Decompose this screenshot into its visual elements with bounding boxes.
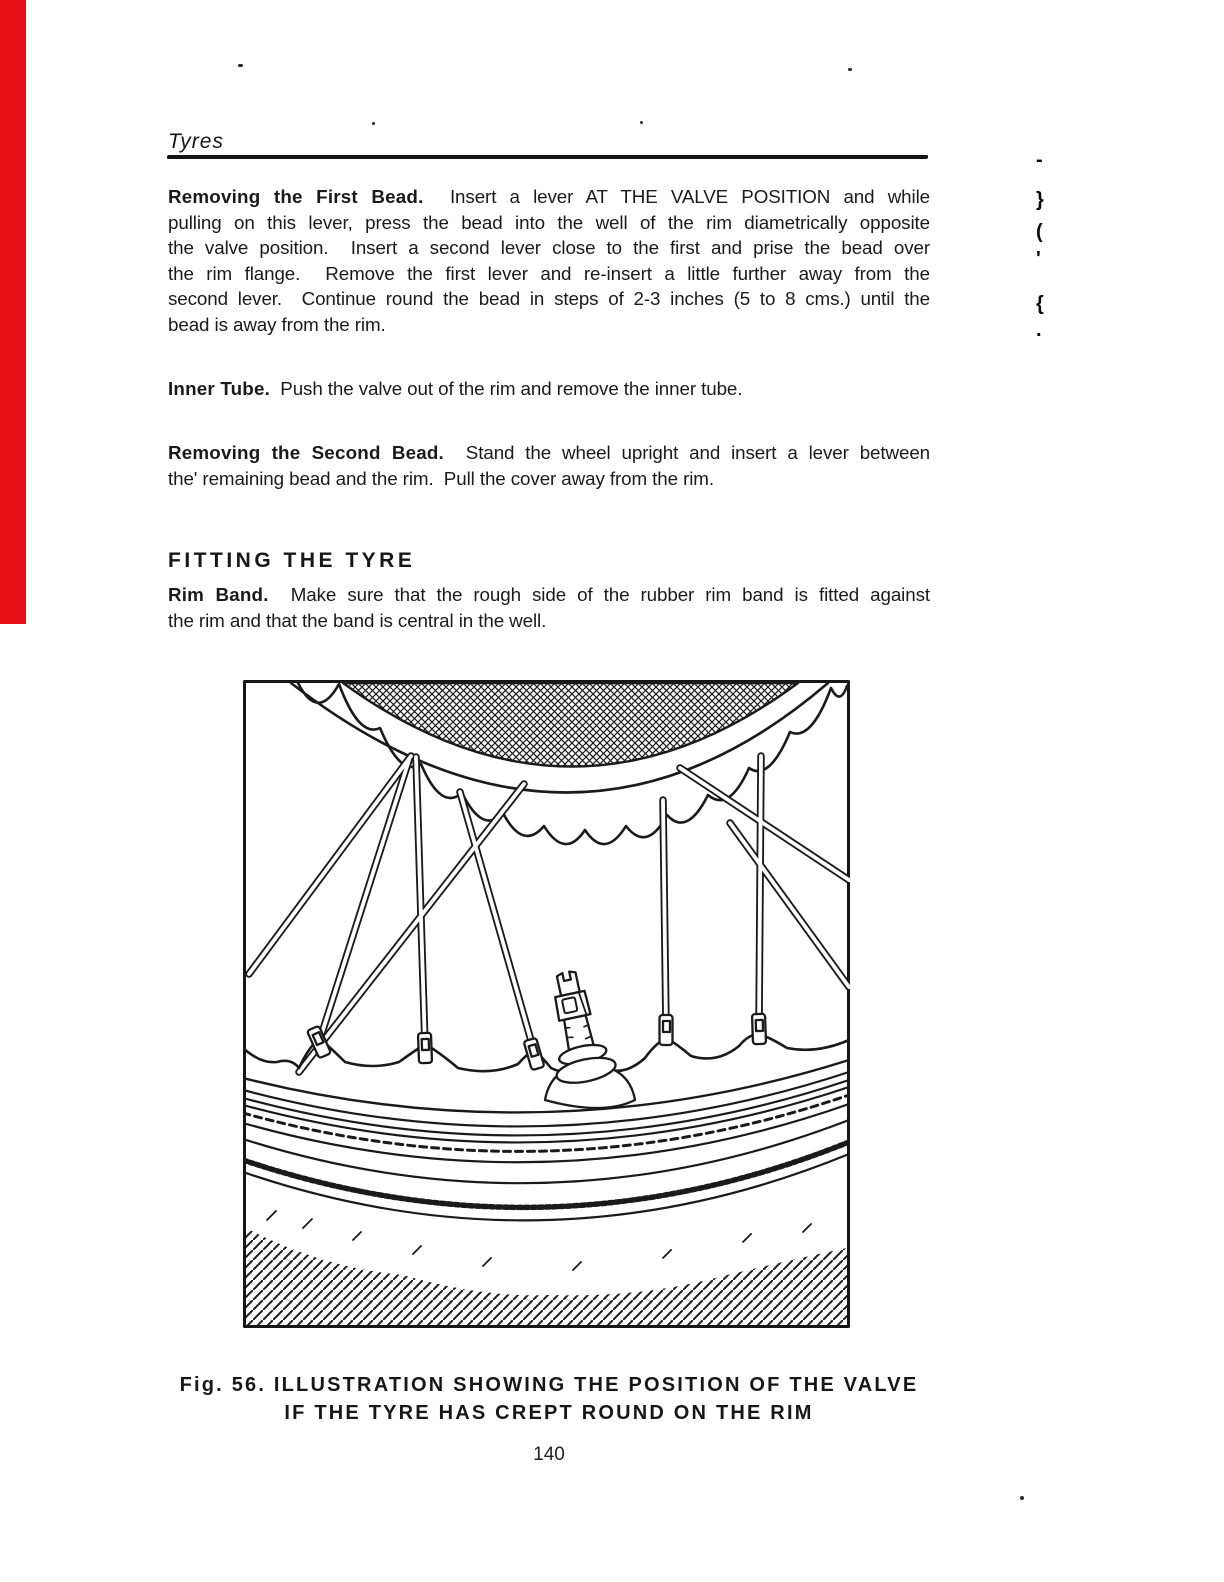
paragraph-rim-band bbox=[168, 582, 930, 633]
figure-caption-line1: Fig. 56. ILLUSTRATION SHOWING THE POSITION OF THE VALVE bbox=[179, 1374, 919, 1396]
text-line: Removing the Second Bead. Stand the wheel upright and insert a lever between bbox=[168, 442, 931, 463]
text-line: Rim Band. Make sure that the rough side of the rubber rim band is fitted against bbox=[168, 584, 931, 605]
text-line: Removing the First Bead. Insert a lever AT THE VALVE POSITION and while bbox=[168, 186, 930, 207]
page-number: 140 bbox=[533, 1444, 565, 1465]
text-line: second lever. Continue round the bead in steps of 2-3 inches (5 to 8 cms.) until the bbox=[168, 288, 930, 310]
text-line: the valve position. Insert a second lever close to the first and prise the bead over bbox=[168, 237, 930, 259]
bleed-through-mark: . bbox=[1036, 319, 1042, 341]
bleed-through-mark: ( bbox=[1036, 221, 1043, 243]
bleed-through-mark: - bbox=[1036, 149, 1043, 171]
figure-caption-line2: IF THE TYRE HAS CREPT ROUND ON THE RIM bbox=[284, 1401, 814, 1424]
paragraph-removing-first-bead bbox=[168, 184, 930, 338]
text-line: Inner Tube. Push the valve out of the rim and remove the inner tube. bbox=[168, 378, 743, 399]
scan-speck bbox=[1020, 1496, 1024, 1500]
bleed-through-mark: { bbox=[1036, 293, 1044, 315]
scan-speck bbox=[640, 121, 643, 124]
bleed-through-mark: ' bbox=[1036, 248, 1041, 270]
red-edge-stripe bbox=[0, 0, 26, 624]
scan-speck bbox=[848, 68, 852, 71]
running-title: Tyres bbox=[168, 130, 224, 153]
header-rule bbox=[167, 155, 928, 159]
text-line: pulling on this lever, press the bead into the well of the rim diametrically opposite bbox=[168, 211, 930, 233]
figure-frame bbox=[243, 680, 850, 1328]
scan-speck bbox=[238, 64, 243, 67]
text-line: the rim flange. Remove the first lever and re-insert a little further away from the bbox=[168, 262, 930, 284]
figure-caption bbox=[168, 1372, 930, 1427]
text-line: the' remaining bead and the rim. Pull the cover away from the rim. bbox=[168, 467, 714, 489]
bleed-through-mark: } bbox=[1036, 189, 1044, 211]
text-line: the rim and that the band is central in the well. bbox=[168, 609, 547, 631]
wheel-illustration bbox=[243, 680, 850, 1328]
paragraph-inner-tube bbox=[168, 376, 930, 402]
section-heading-fitting-the-tyre: FITTING THE TYRE bbox=[168, 549, 416, 572]
text-line: bead is away from the rim. bbox=[168, 313, 386, 335]
paragraph-removing-second-bead bbox=[168, 440, 930, 491]
scan-speck bbox=[372, 122, 375, 125]
